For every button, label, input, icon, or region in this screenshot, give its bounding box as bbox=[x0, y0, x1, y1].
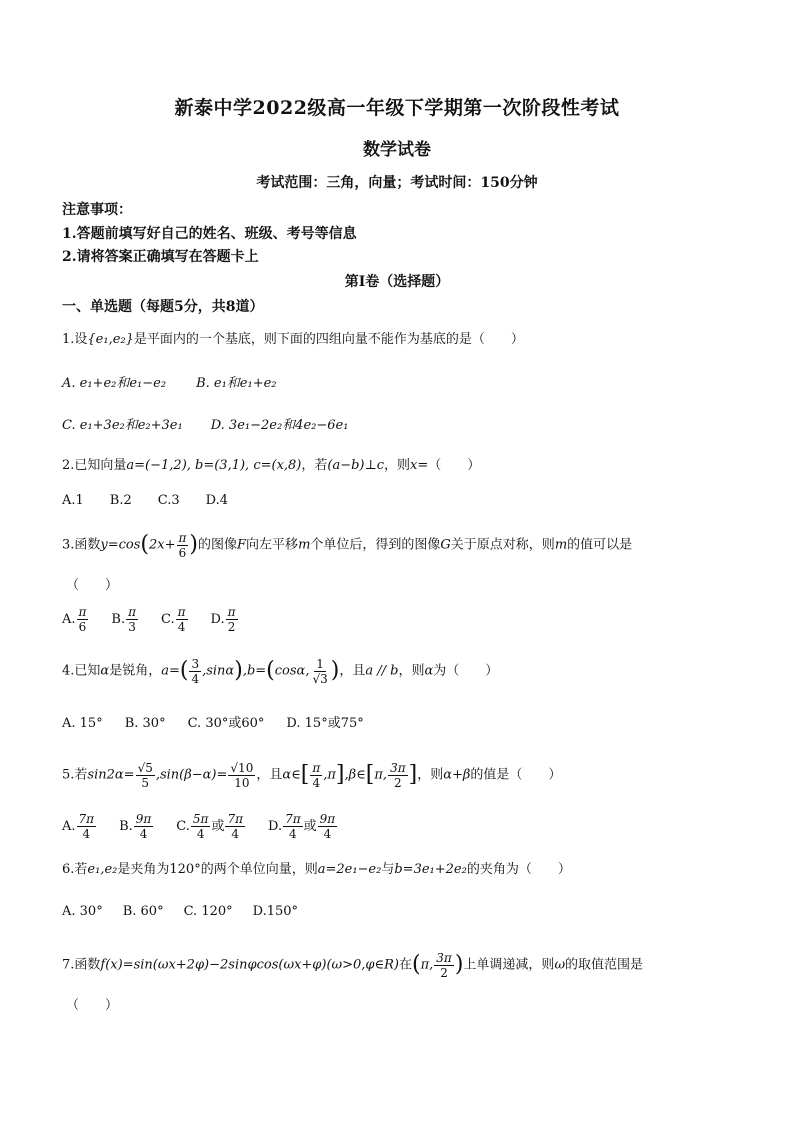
question-2-options bbox=[62, 491, 754, 511]
question-3-options bbox=[62, 605, 754, 635]
question-1-options-row2 bbox=[62, 416, 754, 436]
question-4-stem: 4.已知α是锐角，a=( $\frac{3}{4}$ ,sinα),b=(cosα, $\frac{1}{√3}$ )，且a // b，则α为（ ） bbox=[62, 656, 499, 686]
option-d: D. 3e₁−2e₂和4e₂−6e₁ bbox=[210, 418, 349, 433]
exam-title: 新泰中学2022级高一年级下学期第一次阶段性考试 bbox=[174, 97, 620, 119]
option-a: A.1 bbox=[62, 493, 84, 508]
option-c: C. $\frac{\pi}{4}$ bbox=[161, 605, 186, 634]
question-7-blank: （ ） bbox=[66, 998, 119, 1013]
question-1-stem: 1.设{e₁,e₂}是平面内的一个基底，则下面的四组向量不能作为基底的是（ ） bbox=[62, 332, 524, 347]
option-b: B. e₁和e₁+e₂ bbox=[196, 376, 277, 391]
option-a: A. e₁+e₂和e₁−e₂ bbox=[62, 376, 167, 391]
question-2-stem: 2.已知向量a=(−1,2), b=(3,1), c=(x,8)，若(a−b)⊥c，则x=（ ） bbox=[62, 458, 481, 473]
volume-heading: 第I卷（选择题） bbox=[344, 274, 450, 290]
option-a: A. $\frac{7\pi}{4}$ bbox=[62, 812, 95, 841]
question-3-stem: 3.函数y=cos(2x+ $\frac{\pi}{6}$ )的图像F向左平移m个单位后，得到的图像G关于原点对称，则m的值可以是 bbox=[62, 530, 633, 560]
exam-scope: 考试范围：三角，向量；考试时间：150分钟 bbox=[256, 175, 538, 191]
question-5-stem: 5.若sin2α= $\frac{√5}{5}$ ,sin(β−α)= $\frac{√10}{10}$ ，且α∈[ $\frac{\pi}{4}$ ,π],β∈[π, $\frac{3\pi}{2}$ ]，则α+β的值是（ ） bbox=[62, 760, 562, 790]
question-4-options bbox=[62, 714, 754, 734]
option-b: B. $\frac{9\pi}{4}$ bbox=[119, 812, 152, 841]
basis-expression: {e₁,e₂} bbox=[87, 332, 134, 347]
option-a: A. 30° bbox=[62, 904, 103, 919]
question-6-options bbox=[62, 902, 754, 922]
option-a: A. $\frac{\pi}{6}$ bbox=[62, 605, 87, 634]
option-c: C.3 bbox=[157, 493, 180, 508]
option-d: D. 15°或75° bbox=[286, 716, 364, 731]
note-item: 2.请将答案正确填写在答题卡上 bbox=[62, 249, 259, 265]
fraction: $\frac{\pi}{6}$ bbox=[178, 530, 187, 560]
option-b: B.2 bbox=[109, 493, 132, 508]
option-d: D. $\frac{\pi}{2}$ bbox=[210, 605, 236, 634]
option-a: A. 15° bbox=[62, 716, 103, 731]
section-heading: 一、单选题（每题5分，共8道） bbox=[62, 299, 264, 315]
exam-subject: 数学试卷 bbox=[363, 140, 431, 160]
question-1-options-row1 bbox=[62, 374, 754, 394]
option-b: B. $\frac{\pi}{3}$ bbox=[111, 605, 136, 634]
question-7-stem: 7.函数f(x)=sin(ωx+2φ)−2sinφcos(ωx+φ)(ω>0,φ∈R)在(π, $\frac{3\pi}{2}$ )上单调递减，则ω的取值范围是 bbox=[62, 950, 644, 980]
question-5-options bbox=[62, 812, 754, 842]
question-3-blank: （ ） bbox=[66, 578, 119, 593]
option-c: C. e₁+3e₂和e₂+3e₁ bbox=[62, 418, 183, 433]
question-6-stem: 6.若e₁,e₂是夹角为120°的两个单位向量，则a=2e₁−e₂与b=3e₁+2e₂的夹角为（ ） bbox=[62, 862, 571, 877]
option-d: D.4 bbox=[205, 493, 229, 508]
notes-heading: 注意事项： bbox=[62, 202, 132, 218]
option-d: D. $\frac{7\pi}{4}$ 或 $\frac{9\pi}{4}$ bbox=[267, 812, 336, 841]
option-c: C. $\frac{5\pi}{4}$ 或 $\frac{7\pi}{4}$ bbox=[176, 812, 243, 841]
option-b: B. 30° bbox=[124, 716, 166, 731]
option-b: B. 60° bbox=[122, 904, 164, 919]
note-item: 1.答题前填写好自己的姓名、班级、考号等信息 bbox=[62, 226, 357, 242]
option-d: D.150° bbox=[252, 904, 299, 919]
option-c: C. 120° bbox=[183, 904, 233, 919]
option-c: C. 30°或60° bbox=[187, 716, 265, 731]
